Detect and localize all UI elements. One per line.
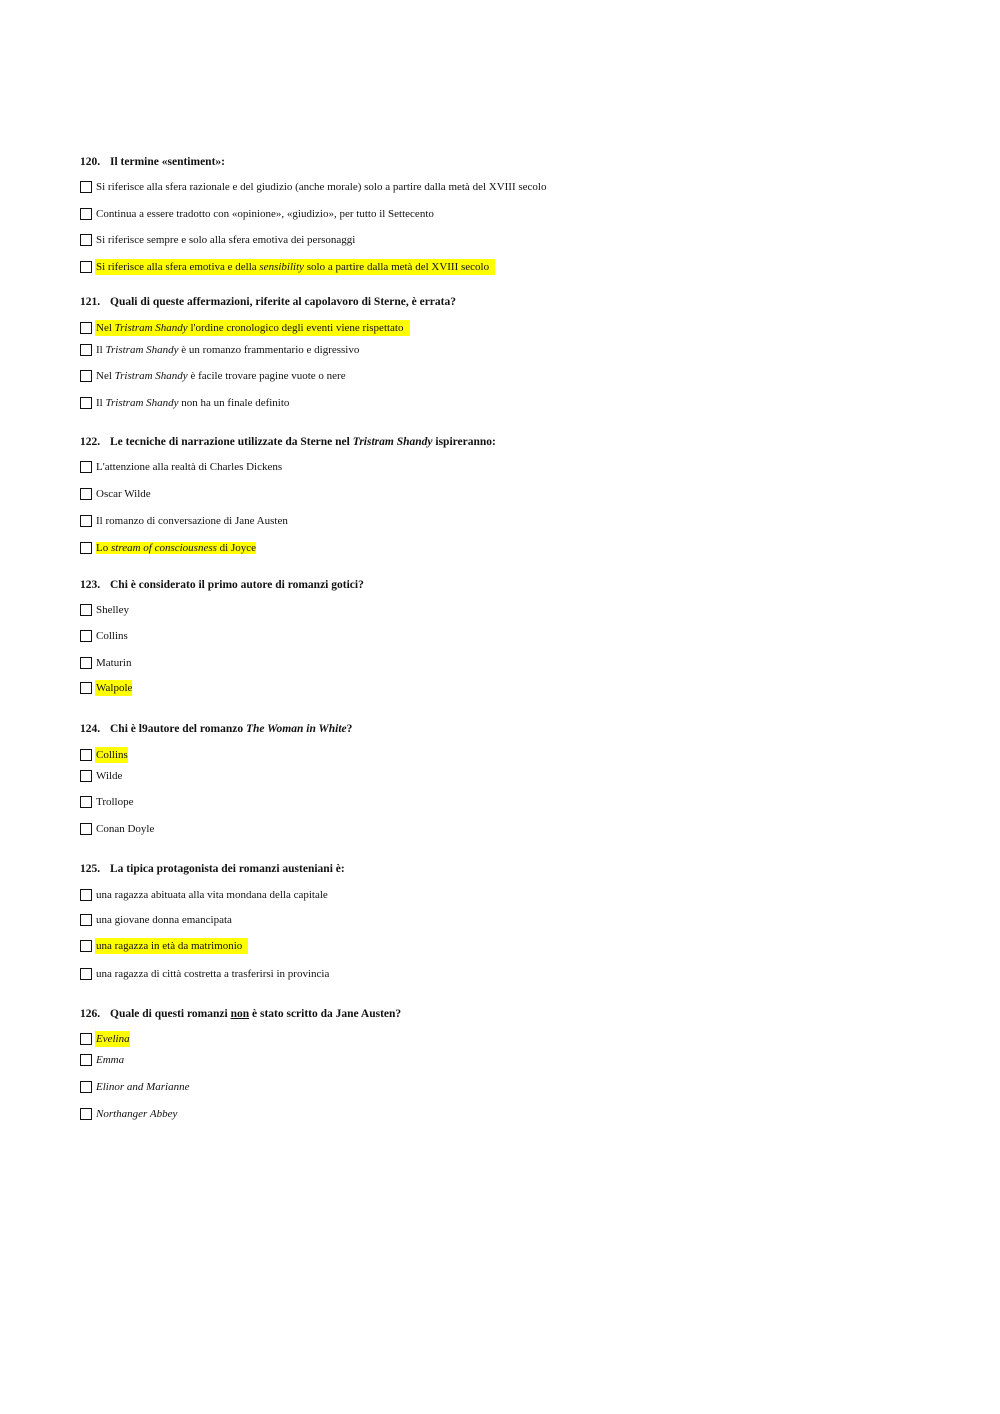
answer-option-highlighted[interactable] [80, 747, 128, 763]
answer-option[interactable] [80, 821, 154, 837]
answer-text [95, 540, 256, 556]
answer-text-italic: Tristram Shandy [105, 344, 179, 356]
answer-text-italic: Tristram Shandy [105, 397, 179, 409]
question-125 [80, 862, 960, 980]
answer-checkbox[interactable] [80, 181, 92, 193]
answer-option[interactable] [80, 602, 129, 618]
answer-option[interactable] [80, 459, 282, 475]
answer-text-part: Nel [96, 370, 115, 382]
answer-text: una ragazza abituata alla vita mondana della capitale [96, 889, 328, 901]
question-text-italic: The Woman in White [245, 723, 347, 735]
answer-option[interactable] [80, 1079, 190, 1095]
answer-text: Conan Doyle [96, 823, 155, 835]
answer-text: Trollope [96, 796, 134, 808]
answer-checkbox[interactable] [80, 515, 92, 527]
answer-text: Emma [96, 1054, 125, 1066]
answer-checkbox[interactable] [80, 488, 92, 500]
answer-option-highlighted[interactable] [80, 1031, 130, 1047]
question-number: 124. [80, 723, 101, 735]
question-title [80, 722, 960, 736]
answer-option[interactable] [80, 395, 289, 411]
answer-text: una giovane donna emancipata [96, 914, 232, 926]
answer-checkbox[interactable] [80, 770, 92, 782]
answer-checkbox[interactable] [80, 370, 92, 382]
answer-option[interactable] [80, 179, 546, 195]
answer-text: Maturin [96, 657, 132, 669]
question-text-part: Quale di questi romanzi [110, 1008, 231, 1020]
answer-option-highlighted[interactable] [80, 680, 132, 696]
answer-text [95, 395, 289, 411]
answer-option-highlighted[interactable] [80, 540, 256, 556]
answer-checkbox[interactable] [80, 823, 92, 835]
answer-option[interactable] [80, 628, 128, 644]
answer-text: Evelina [96, 1033, 130, 1045]
answer-text: L'attenzione alla realtà di Charles Dickens [96, 461, 283, 473]
answer-text: Shelley [96, 604, 129, 616]
answer-option[interactable] [80, 655, 131, 671]
answer-text-part: è un romanzo frammentario e digressivo [178, 344, 360, 356]
answer-option[interactable] [80, 794, 134, 810]
answer-text: Northanger Abbey [96, 1108, 178, 1120]
question-title [80, 295, 960, 309]
answer-checkbox[interactable] [80, 682, 92, 694]
question-number: 120. [80, 156, 101, 168]
answer-text-part: non ha un finale definito [178, 397, 290, 409]
answer-text: Continua a essere tradotto con «opinione», «giudizio», per tutto il Settecento [96, 208, 434, 220]
answer-checkbox[interactable] [80, 397, 92, 409]
answer-text-part: Nel [96, 322, 115, 334]
answer-text: Walpole [96, 682, 133, 694]
answer-checkbox[interactable] [80, 914, 92, 926]
question-text: Il termine «sentiment»: [110, 156, 225, 168]
question-text-part: Le tecniche di narrazione utilizzate da Sterne nel [110, 436, 353, 448]
answer-checkbox[interactable] [80, 1033, 92, 1045]
question-number: 126. [80, 1008, 101, 1020]
answer-checkbox[interactable] [80, 1054, 92, 1066]
answer-text-part: Lo [96, 542, 111, 554]
answer-checkbox[interactable] [80, 1081, 92, 1093]
question-121 [80, 295, 960, 409]
answer-text: Il romanzo di conversazione di Jane Austen [96, 515, 288, 527]
answer-text: Oscar Wilde [96, 488, 151, 500]
question-text-part: Chi è l9autore del romanzo [110, 723, 246, 735]
answer-option[interactable] [80, 368, 346, 384]
answer-text: Si riferisce alla sfera razionale e del giudizio (anche morale) solo a partire dalla metà del XVIII secolo [96, 181, 547, 193]
answer-text: una ragazza in età da matrimonio [95, 938, 248, 954]
answer-checkbox[interactable] [80, 630, 92, 642]
answer-checkbox[interactable] [80, 889, 92, 901]
question-126 [80, 1007, 960, 1120]
answer-text-italic: Tristram Shandy [114, 370, 188, 382]
answer-checkbox[interactable] [80, 1108, 92, 1120]
answer-text-italic: sensibility [259, 261, 305, 273]
answer-text [95, 259, 495, 275]
question-number: 121. [80, 296, 101, 308]
answer-text-part: solo a partire dalla metà del XVIII secolo [304, 261, 490, 273]
answer-option[interactable] [80, 768, 122, 784]
answer-option[interactable] [80, 486, 151, 502]
answer-option[interactable] [80, 1106, 177, 1122]
answer-text [95, 320, 410, 336]
answer-checkbox[interactable] [80, 322, 92, 334]
question-text-part: è stato scritto da Jane Austen? [249, 1008, 402, 1020]
question-122 [80, 435, 960, 554]
question-title [80, 435, 960, 449]
answer-text-part: Si riferisce alla sfera emotiva e della [96, 261, 260, 273]
question-title [80, 862, 960, 876]
answer-text-part: Il [96, 397, 106, 409]
question-text-part: ? [346, 723, 353, 735]
answer-checkbox[interactable] [80, 940, 92, 952]
question-title [80, 1007, 960, 1021]
answer-checkbox[interactable] [80, 261, 92, 273]
answer-text: Elinor and Marianne [96, 1081, 190, 1093]
question-124 [80, 722, 960, 835]
answer-checkbox[interactable] [80, 461, 92, 473]
question-title [80, 578, 960, 592]
question-123 [80, 578, 960, 694]
answer-checkbox[interactable] [80, 657, 92, 669]
answer-text [95, 368, 346, 384]
answer-option[interactable] [80, 513, 288, 529]
answer-text [95, 342, 359, 358]
answer-checkbox[interactable] [80, 344, 92, 356]
answer-text-part: è facile trovare pagine vuote o nere [187, 370, 346, 382]
question-number: 123. [80, 579, 101, 591]
answer-option[interactable] [80, 206, 434, 222]
answer-text-part: di Joyce [216, 542, 257, 554]
question-text-underlined: non [230, 1008, 250, 1020]
answer-option-highlighted[interactable] [80, 259, 495, 275]
answer-option-highlighted[interactable] [80, 320, 410, 336]
answer-text: Collins [96, 749, 128, 761]
question-text: Quali di queste affermazioni, riferite al capolavoro di Sterne, è errata? [110, 296, 456, 308]
answer-option[interactable] [80, 1052, 124, 1068]
answer-checkbox[interactable] [80, 749, 92, 761]
answer-option[interactable] [80, 887, 328, 903]
answer-text-part: Il [96, 344, 106, 356]
answer-option[interactable] [80, 342, 359, 358]
answer-option[interactable] [80, 232, 355, 248]
answer-checkbox[interactable] [80, 208, 92, 220]
answer-text: Si riferisce sempre e solo alla sfera emotiva dei personaggi [96, 234, 356, 246]
answer-option[interactable] [80, 966, 329, 982]
answer-text: una ragazza di città costretta a trasferirsi in provincia [96, 968, 330, 980]
answer-checkbox[interactable] [80, 796, 92, 808]
question-text: La tipica protagonista dei romanzi austeniani è: [110, 863, 345, 875]
question-text-part: ispireranno: [432, 436, 496, 448]
answer-checkbox[interactable] [80, 542, 92, 554]
answer-checkbox[interactable] [80, 234, 92, 246]
question-title [80, 155, 960, 169]
question-text: Chi è considerato il primo autore di romanzi gotici? [110, 579, 364, 591]
question-text-italic: Tristram Shandy [352, 436, 433, 448]
question-number: 125. [80, 863, 101, 875]
question-number: 122. [80, 436, 101, 448]
answer-text: Wilde [96, 770, 123, 782]
answer-option[interactable] [80, 912, 232, 928]
answer-checkbox[interactable] [80, 604, 92, 616]
answer-text-italic: Tristram Shandy [114, 322, 188, 334]
answer-text: Collins [96, 630, 128, 642]
answer-checkbox[interactable] [80, 968, 92, 980]
answer-text-part: l'ordine cronologico degli eventi viene rispettato [187, 322, 404, 334]
answer-option-highlighted[interactable] [80, 938, 248, 954]
answer-text-italic: stream of consciousness [110, 542, 217, 554]
question-120 [80, 155, 960, 273]
